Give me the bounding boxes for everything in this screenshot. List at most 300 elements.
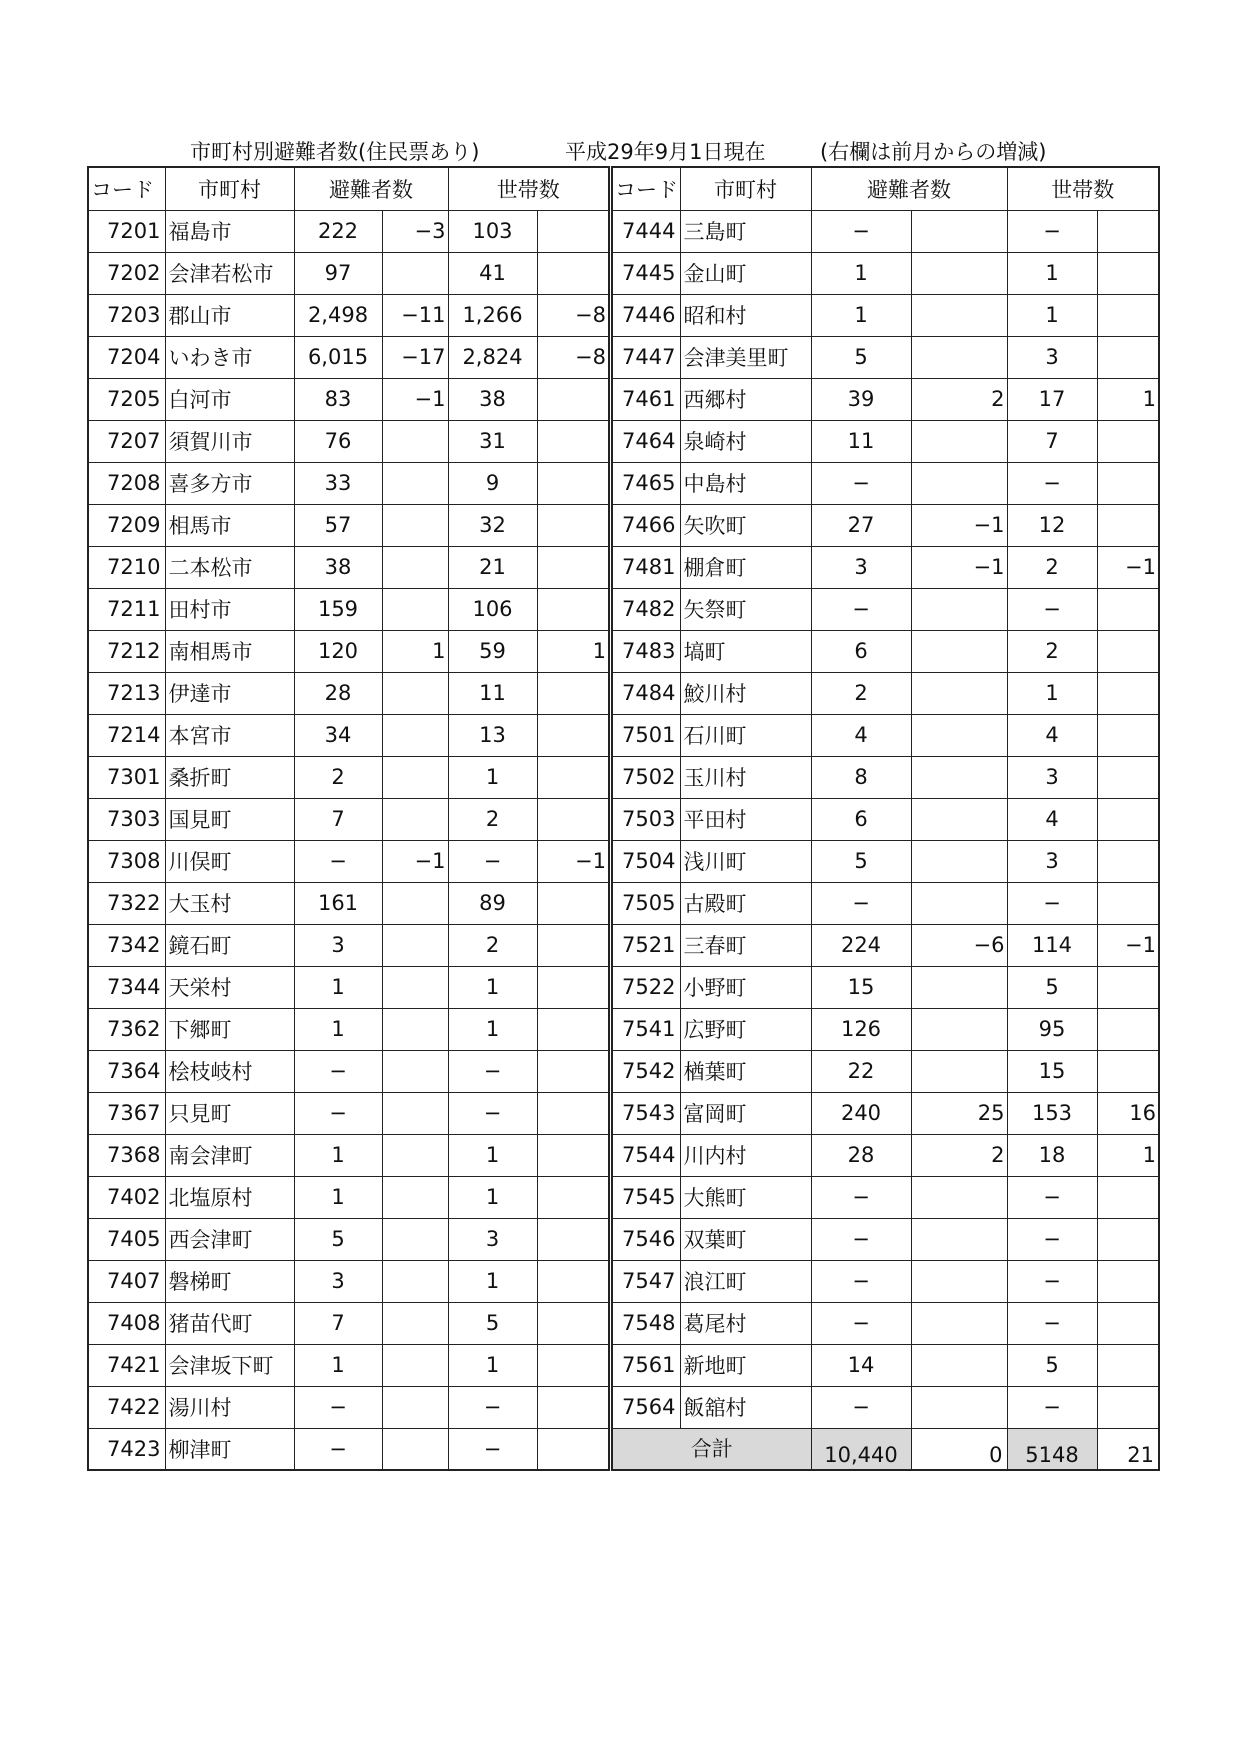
row-code: 7505 (612, 882, 680, 924)
row-households: 4 (1007, 714, 1097, 756)
row-households-change (537, 1302, 609, 1344)
row-households: 12 (1007, 504, 1097, 546)
row-municipality: 南相馬市 (165, 630, 294, 672)
row-evacuees-change (911, 756, 1007, 798)
row-households-change (537, 924, 609, 966)
row-code: 7201 (88, 210, 165, 252)
table-row (612, 336, 1159, 378)
table-row (88, 672, 609, 714)
table-row (88, 294, 609, 336)
row-households-change (537, 756, 609, 798)
row-evacuees-change (911, 882, 1007, 924)
title-main: 市町村別避難者数(住民票あり) (190, 140, 480, 164)
row-municipality: 泉崎村 (680, 420, 811, 462)
row-code: 7408 (88, 1302, 165, 1344)
row-code: 7564 (612, 1386, 680, 1428)
row-evacuees-change (911, 210, 1007, 252)
row-code: 7203 (88, 294, 165, 336)
row-households-change (537, 1134, 609, 1176)
row-municipality: 猪苗代町 (165, 1302, 294, 1344)
row-evacuees-change (382, 1008, 448, 1050)
row-code: 7212 (88, 630, 165, 672)
row-municipality: 湯川村 (165, 1386, 294, 1428)
row-evacuees-change (382, 966, 448, 1008)
row-code: 7544 (612, 1134, 680, 1176)
row-households: 1,266 (448, 294, 537, 336)
row-code: 7444 (612, 210, 680, 252)
row-households: − (1007, 462, 1097, 504)
row-code: 7204 (88, 336, 165, 378)
row-evacuees: 83 (294, 378, 382, 420)
row-households-change (1097, 840, 1159, 882)
row-households: 1 (448, 1260, 537, 1302)
header-municipality: 市町村 (165, 167, 294, 210)
row-municipality: 大熊町 (680, 1176, 811, 1218)
table-row (88, 630, 609, 672)
header-row (612, 167, 1159, 210)
row-households: 1 (1007, 294, 1097, 336)
row-evacuees-change (382, 924, 448, 966)
row-evacuees: 1 (811, 252, 911, 294)
right-table (611, 166, 1160, 1471)
row-evacuees-change: −6 (911, 924, 1007, 966)
table-row (612, 210, 1159, 252)
table-row (612, 756, 1159, 798)
row-households-change (537, 672, 609, 714)
row-municipality: 棚倉町 (680, 546, 811, 588)
row-households: 4 (1007, 798, 1097, 840)
row-evacuees: 6 (811, 798, 911, 840)
row-municipality: 浅川町 (680, 840, 811, 882)
row-households: 32 (448, 504, 537, 546)
row-evacuees: 39 (811, 378, 911, 420)
table-row (612, 1050, 1159, 1092)
table-row (88, 924, 609, 966)
row-households: 153 (1007, 1092, 1097, 1134)
row-households: 31 (448, 420, 537, 462)
total-evacuees: 10,440 (811, 1428, 911, 1470)
table-row (612, 1386, 1159, 1428)
table-row (612, 1302, 1159, 1344)
table-row (612, 420, 1159, 462)
row-evacuees-change (911, 336, 1007, 378)
row-evacuees-change (911, 1218, 1007, 1260)
row-households: 2 (1007, 546, 1097, 588)
row-evacuees-change (382, 714, 448, 756)
row-households: 1 (448, 1008, 537, 1050)
table-row (612, 924, 1159, 966)
row-households: − (1007, 882, 1097, 924)
row-households: 2 (1007, 630, 1097, 672)
row-evacuees: − (294, 1092, 382, 1134)
row-evacuees-change (382, 798, 448, 840)
row-municipality: 葛尾村 (680, 1302, 811, 1344)
row-households-change (537, 1176, 609, 1218)
row-evacuees-change (382, 1092, 448, 1134)
row-evacuees-change (911, 1008, 1007, 1050)
row-households-change (1097, 672, 1159, 714)
table-row (88, 798, 609, 840)
row-households-change (537, 1428, 609, 1470)
row-municipality: 浪江町 (680, 1260, 811, 1302)
row-evacuees-change (382, 462, 448, 504)
row-evacuees: − (294, 840, 382, 882)
row-evacuees-change (382, 1176, 448, 1218)
row-municipality: 郡山市 (165, 294, 294, 336)
row-evacuees-change: 2 (911, 378, 1007, 420)
row-municipality: 昭和村 (680, 294, 811, 336)
row-households: 38 (448, 378, 537, 420)
row-evacuees: − (811, 1260, 911, 1302)
header-code: コード (612, 167, 680, 210)
row-municipality: 三島町 (680, 210, 811, 252)
row-households: 3 (448, 1218, 537, 1260)
row-municipality: 三春町 (680, 924, 811, 966)
row-evacuees: 15 (811, 966, 911, 1008)
table-row (612, 1260, 1159, 1302)
row-municipality: 小野町 (680, 966, 811, 1008)
row-code: 7522 (612, 966, 680, 1008)
row-evacuees-change: −1 (911, 546, 1007, 588)
row-evacuees: 28 (811, 1134, 911, 1176)
row-code: 7504 (612, 840, 680, 882)
row-municipality: 新地町 (680, 1344, 811, 1386)
row-municipality: 本宮市 (165, 714, 294, 756)
row-code: 7364 (88, 1050, 165, 1092)
row-households: 2 (448, 798, 537, 840)
row-households-change (1097, 798, 1159, 840)
row-evacuees: − (811, 1302, 911, 1344)
total-households-change: 21 (1097, 1428, 1159, 1470)
row-households-change (537, 1092, 609, 1134)
row-evacuees: − (811, 210, 911, 252)
row-municipality: 矢吹町 (680, 504, 811, 546)
row-evacuees: 1 (811, 294, 911, 336)
row-households-change (1097, 1218, 1159, 1260)
row-evacuees-change (382, 1428, 448, 1470)
row-municipality: 川内村 (680, 1134, 811, 1176)
row-municipality: 川俣町 (165, 840, 294, 882)
row-evacuees-change (911, 420, 1007, 462)
row-municipality: 会津若松市 (165, 252, 294, 294)
row-evacuees: 120 (294, 630, 382, 672)
row-households: 13 (448, 714, 537, 756)
table-row (88, 1260, 609, 1302)
row-evacuees: 1 (294, 966, 382, 1008)
row-evacuees-change (382, 882, 448, 924)
table-row (88, 1134, 609, 1176)
row-municipality: 国見町 (165, 798, 294, 840)
row-households: 103 (448, 210, 537, 252)
row-evacuees: 14 (811, 1344, 911, 1386)
table-row (612, 1218, 1159, 1260)
row-evacuees-change (911, 588, 1007, 630)
row-households: 7 (1007, 420, 1097, 462)
row-municipality: 飯舘村 (680, 1386, 811, 1428)
row-code: 7367 (88, 1092, 165, 1134)
row-evacuees-change: −1 (911, 504, 1007, 546)
row-code: 7362 (88, 1008, 165, 1050)
row-households-change (537, 1344, 609, 1386)
total-label: 合計 (612, 1428, 811, 1470)
row-households-change (537, 546, 609, 588)
row-municipality: 白河市 (165, 378, 294, 420)
total-row (612, 1428, 1159, 1470)
row-municipality: 会津美里町 (680, 336, 811, 378)
row-municipality: 二本松市 (165, 546, 294, 588)
row-households: 2,824 (448, 336, 537, 378)
row-households-change (1097, 462, 1159, 504)
row-evacuees: 161 (294, 882, 382, 924)
row-municipality: 矢祭町 (680, 588, 811, 630)
row-municipality: 柳津町 (165, 1428, 294, 1470)
row-evacuees: 11 (811, 420, 911, 462)
row-evacuees: 57 (294, 504, 382, 546)
row-households-change (537, 1218, 609, 1260)
row-evacuees: 33 (294, 462, 382, 504)
row-evacuees: 7 (294, 1302, 382, 1344)
row-evacuees-change: 25 (911, 1092, 1007, 1134)
table-row (88, 420, 609, 462)
row-evacuees: 1 (294, 1176, 382, 1218)
row-evacuees-change (382, 1344, 448, 1386)
row-code: 7545 (612, 1176, 680, 1218)
row-households: − (1007, 588, 1097, 630)
left-table (87, 166, 610, 1471)
row-households-change (1097, 1302, 1159, 1344)
row-municipality: 喜多方市 (165, 462, 294, 504)
row-evacuees-change (911, 252, 1007, 294)
row-evacuees: 34 (294, 714, 382, 756)
row-households: 1 (1007, 252, 1097, 294)
row-evacuees: − (294, 1428, 382, 1470)
row-evacuees: 8 (811, 756, 911, 798)
row-evacuees-change: −3 (382, 210, 448, 252)
row-households-change (537, 882, 609, 924)
row-code: 7502 (612, 756, 680, 798)
row-code: 7402 (88, 1176, 165, 1218)
table-row (88, 588, 609, 630)
row-municipality: 石川町 (680, 714, 811, 756)
row-municipality: 田村市 (165, 588, 294, 630)
row-households-change (1097, 420, 1159, 462)
row-households: 21 (448, 546, 537, 588)
row-municipality: 金山町 (680, 252, 811, 294)
table-row (612, 840, 1159, 882)
row-households: 17 (1007, 378, 1097, 420)
row-households: 106 (448, 588, 537, 630)
row-evacuees-change (382, 1302, 448, 1344)
page-title (0, 136, 1240, 166)
row-municipality: 広野町 (680, 1008, 811, 1050)
row-households: 1 (448, 756, 537, 798)
row-households-change (1097, 1008, 1159, 1050)
row-code: 7548 (612, 1302, 680, 1344)
table-row (612, 1176, 1159, 1218)
row-evacuees-change (382, 546, 448, 588)
row-municipality: 富岡町 (680, 1092, 811, 1134)
row-code: 7344 (88, 966, 165, 1008)
row-evacuees-change: −17 (382, 336, 448, 378)
row-households: − (1007, 1386, 1097, 1428)
row-households-change (1097, 714, 1159, 756)
row-evacuees-change (382, 672, 448, 714)
row-households-change: −1 (537, 840, 609, 882)
row-evacuees-change (382, 1134, 448, 1176)
row-code: 7368 (88, 1134, 165, 1176)
row-households-change (1097, 1260, 1159, 1302)
total-evacuees-change: 0 (911, 1428, 1007, 1470)
row-households-change (537, 378, 609, 420)
row-households-change: −8 (537, 336, 609, 378)
header-households: 世帯数 (448, 167, 609, 210)
row-households: 9 (448, 462, 537, 504)
row-code: 7421 (88, 1344, 165, 1386)
row-evacuees: 28 (294, 672, 382, 714)
row-municipality: 南会津町 (165, 1134, 294, 1176)
row-households: 5 (448, 1302, 537, 1344)
row-evacuees: 1 (294, 1344, 382, 1386)
row-evacuees: 22 (811, 1050, 911, 1092)
table-row (612, 504, 1159, 546)
row-evacuees-change (382, 252, 448, 294)
row-code: 7342 (88, 924, 165, 966)
row-municipality: 須賀川市 (165, 420, 294, 462)
table-row (88, 504, 609, 546)
row-code: 7213 (88, 672, 165, 714)
row-evacuees: 7 (294, 798, 382, 840)
table-row (88, 714, 609, 756)
row-municipality: 福島市 (165, 210, 294, 252)
row-evacuees: − (811, 588, 911, 630)
row-evacuees-change (911, 840, 1007, 882)
row-evacuees: 222 (294, 210, 382, 252)
row-evacuees: − (294, 1050, 382, 1092)
table-row (612, 714, 1159, 756)
row-municipality: 天栄村 (165, 966, 294, 1008)
table-row (88, 1092, 609, 1134)
row-municipality: 塙町 (680, 630, 811, 672)
row-code: 7521 (612, 924, 680, 966)
row-code: 7202 (88, 252, 165, 294)
row-code: 7484 (612, 672, 680, 714)
row-households-change (537, 1386, 609, 1428)
row-households: 15 (1007, 1050, 1097, 1092)
table-row (612, 672, 1159, 714)
row-households: − (1007, 210, 1097, 252)
table-row (88, 546, 609, 588)
row-households: 5 (1007, 1344, 1097, 1386)
header-households: 世帯数 (1007, 167, 1159, 210)
table-row (88, 1008, 609, 1050)
row-households: − (448, 1050, 537, 1092)
row-evacuees: 2,498 (294, 294, 382, 336)
row-code: 7547 (612, 1260, 680, 1302)
row-evacuees: 6,015 (294, 336, 382, 378)
row-code: 7483 (612, 630, 680, 672)
row-evacuees: 6 (811, 630, 911, 672)
table-row (612, 378, 1159, 420)
row-households-change (1097, 756, 1159, 798)
row-households-change (537, 504, 609, 546)
row-households: − (448, 1386, 537, 1428)
row-code: 7208 (88, 462, 165, 504)
row-households-change (537, 210, 609, 252)
row-code: 7481 (612, 546, 680, 588)
row-households: − (448, 1092, 537, 1134)
row-evacuees: 27 (811, 504, 911, 546)
row-households: 18 (1007, 1134, 1097, 1176)
table-row (612, 546, 1159, 588)
row-households-change: −1 (1097, 924, 1159, 966)
row-households-change (1097, 1344, 1159, 1386)
row-households-change (1097, 336, 1159, 378)
table-row (612, 252, 1159, 294)
row-evacuees: 5 (811, 840, 911, 882)
table-row (88, 210, 609, 252)
row-households-change: 16 (1097, 1092, 1159, 1134)
row-municipality: 会津坂下町 (165, 1344, 294, 1386)
row-households-change (1097, 210, 1159, 252)
row-municipality: 中島村 (680, 462, 811, 504)
row-households: 89 (448, 882, 537, 924)
row-municipality: 桑折町 (165, 756, 294, 798)
row-households-change (1097, 966, 1159, 1008)
row-municipality: 大玉村 (165, 882, 294, 924)
row-households: − (1007, 1260, 1097, 1302)
row-code: 7461 (612, 378, 680, 420)
row-evacuees: 2 (811, 672, 911, 714)
row-code: 7465 (612, 462, 680, 504)
row-code: 7482 (612, 588, 680, 630)
row-households-change (537, 714, 609, 756)
row-evacuees: − (811, 1218, 911, 1260)
row-households-change (537, 588, 609, 630)
row-evacuees-change (382, 504, 448, 546)
row-municipality: 西会津町 (165, 1218, 294, 1260)
row-evacuees: 38 (294, 546, 382, 588)
row-evacuees: 126 (811, 1008, 911, 1050)
row-households: 11 (448, 672, 537, 714)
row-households-change (1097, 1386, 1159, 1428)
row-evacuees: − (811, 882, 911, 924)
row-evacuees: 5 (294, 1218, 382, 1260)
table-row (88, 882, 609, 924)
row-code: 7447 (612, 336, 680, 378)
table-row (612, 882, 1159, 924)
row-evacuees-change: −11 (382, 294, 448, 336)
row-code: 7466 (612, 504, 680, 546)
row-municipality: 伊達市 (165, 672, 294, 714)
table-row (612, 798, 1159, 840)
row-evacuees: − (811, 1176, 911, 1218)
row-households-change (1097, 1176, 1159, 1218)
row-municipality: 玉川村 (680, 756, 811, 798)
row-code: 7543 (612, 1092, 680, 1134)
row-evacuees: 224 (811, 924, 911, 966)
row-households: − (1007, 1218, 1097, 1260)
row-evacuees-change (382, 1260, 448, 1302)
table-row (612, 966, 1159, 1008)
row-code: 7561 (612, 1344, 680, 1386)
row-households-change: −1 (1097, 546, 1159, 588)
row-households-change (1097, 504, 1159, 546)
table-row (88, 1302, 609, 1344)
row-households-change (537, 798, 609, 840)
table-row (88, 1428, 609, 1470)
row-code: 7207 (88, 420, 165, 462)
row-households-change (537, 966, 609, 1008)
